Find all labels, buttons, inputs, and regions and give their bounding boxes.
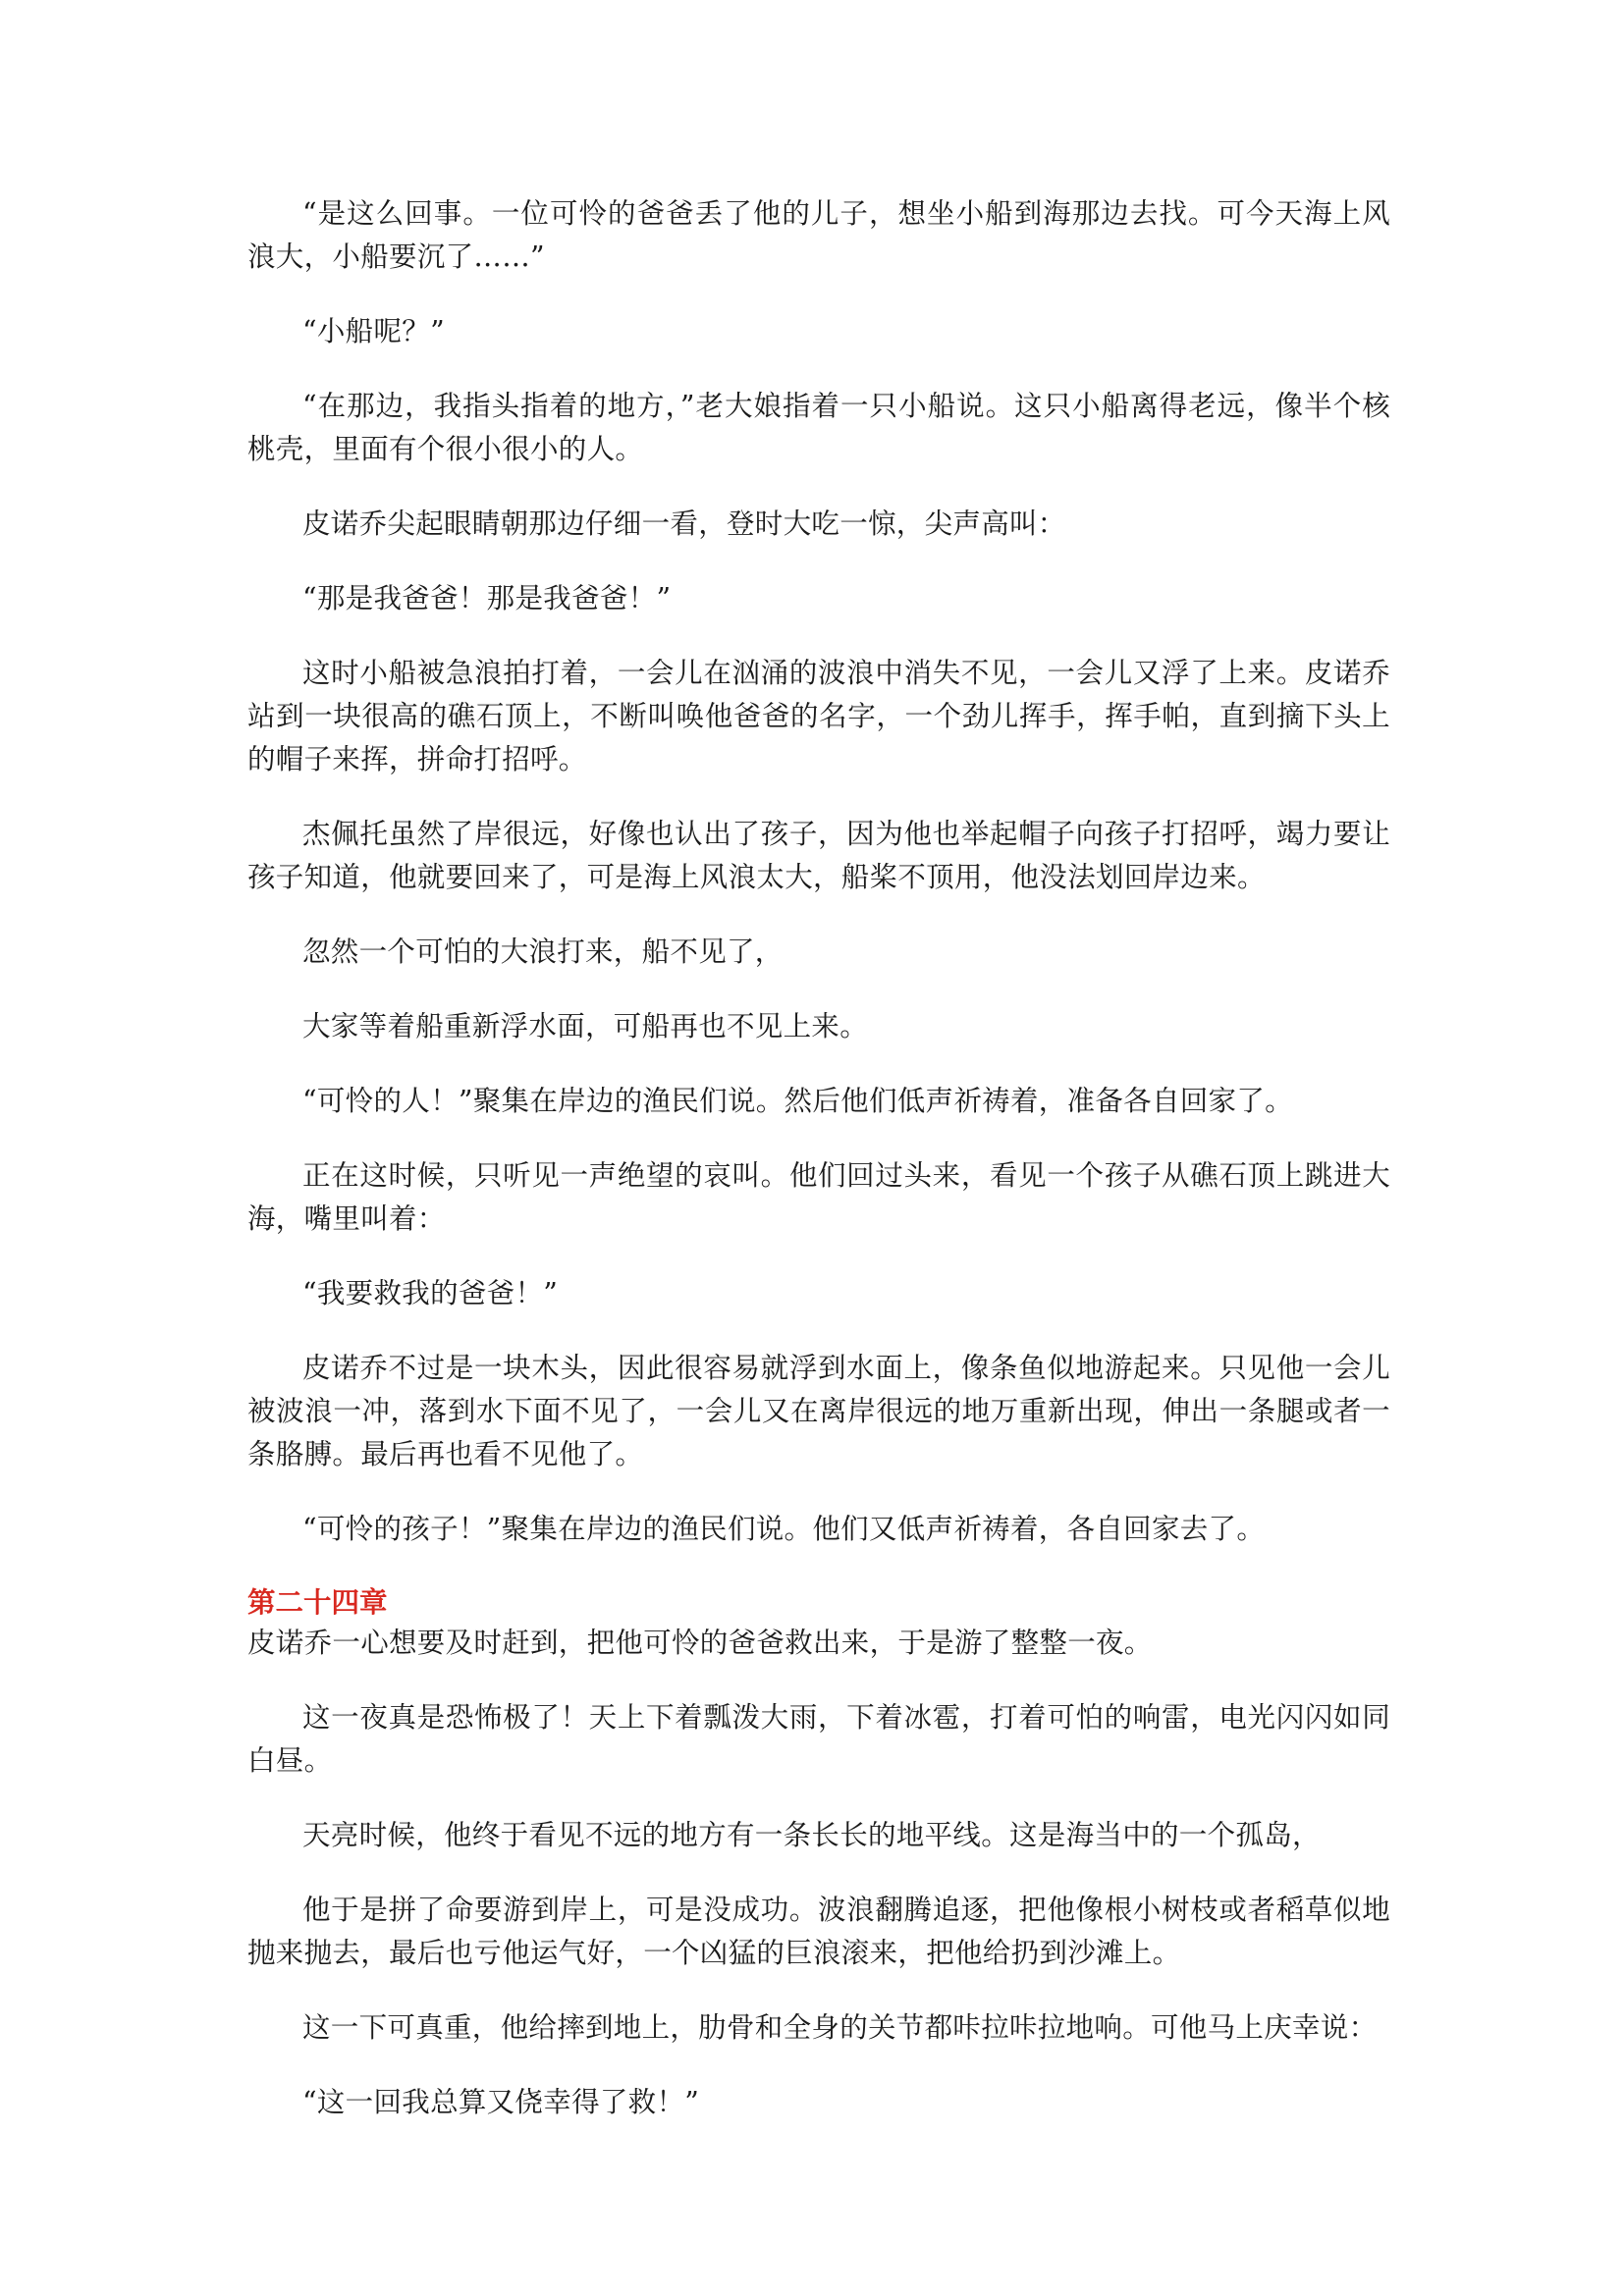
paragraph: 这一下可真重，他给摔到地上，肋骨和全身的关节都咔拉咔拉地响。可他马上庆幸说：: [302, 2011, 1378, 2044]
paragraph: 皮诺乔不过是一块木头，因此很容易就浮到水面上，像条鱼似地游起来。只见他一会儿被波浪一冲，落到水下面不见了，一会儿又在离岸很远的地万重新出现，伸出一条腿或者一条胳膊。最后再也看不见他了。: [247, 1352, 1390, 1470]
paragraph: 大家等着船重新浮水面，可船再也不见上来。: [302, 1010, 869, 1042]
paragraph: 他于是拼了命要游到岸上，可是没成功。波浪翻腾追逐，把他像根小树枝或者稻草似地抛来抛去，最后也亏他运气好，一个凶猛的巨浪滚来，把他给扔到沙滩上。: [247, 1894, 1390, 1969]
paragraph: “这一回我总算又侥幸得了救！”: [302, 2086, 700, 2118]
paragraph: 这一夜真是恐怖极了！天上下着瓢泼大雨，下着冰雹，打着可怕的响雷，电光闪闪如同白昼。: [247, 1701, 1390, 1777]
paragraph: “在那边，我指头指着的地方，”老大娘指着一只小船说。这只小船离得老远，像半个核桃壳，里面有个很小很小的人。: [247, 390, 1390, 465]
chapter-first-paragraph: 皮诺乔一心想要及时赶到，把他可怜的爸爸救出来，于是游了整整一夜。: [247, 1627, 1153, 1659]
paragraph: 杰佩托虽然了岸很远，好像也认出了孩子，因为他也举起帽子向孩子打招呼，竭力要让孩子知道，他就要回来了，可是海上风浪太大，船桨不顶用，他没法划回岸边来。: [247, 818, 1390, 893]
paragraph: “是这么回事。一位可怜的爸爸丢了他的儿子，想坐小船到海那边去找。可今天海上风浪大，小船要沉了……”: [247, 197, 1390, 273]
paragraph: 皮诺乔尖起眼睛朝那边仔细一看，登时大吃一惊，尖声高叫：: [302, 507, 1066, 540]
paragraph: “可怜的人！”聚集在岸边的渔民们说。然后他们低声祈祷着，准备各自回家了。: [302, 1085, 1293, 1117]
paragraph: 正在这时候，只听见一声绝望的哀叫。他们回过头来，看见一个孩子从礁石顶上跳进大海，嘴里叫着：: [247, 1159, 1390, 1235]
paragraph: “我要救我的爸爸！”: [302, 1277, 559, 1309]
paragraph: “那是我爸爸！那是我爸爸！”: [302, 582, 672, 614]
paragraph: 这时小船被急浪拍打着，一会儿在汹涌的波浪中消失不见，一会儿又浮了上来。皮诺乔站到一块很高的礁石顶上，不断叫唤他爸爸的名字，一个劲儿挥手，挥手帕，直到摘下头上的帽子来挥，拼命打招呼。: [247, 657, 1390, 775]
paragraph: “小船呢？”: [302, 315, 445, 347]
document-page: [247, 192, 1390, 2156]
paragraph: “可怜的孩子！”聚集在岸边的渔民们说。他们又低声祈祷着，各自回家去了。: [302, 1513, 1266, 1545]
paragraph: 天亮时候，他终于看见不远的地方有一条长长的地平线。这是海当中的一个孤岛，: [302, 1819, 1321, 1851]
chapter-heading: 第二十四章: [247, 1585, 388, 1619]
paragraph: 忽然一个可怕的大浪打来，船不见了，: [302, 935, 784, 968]
